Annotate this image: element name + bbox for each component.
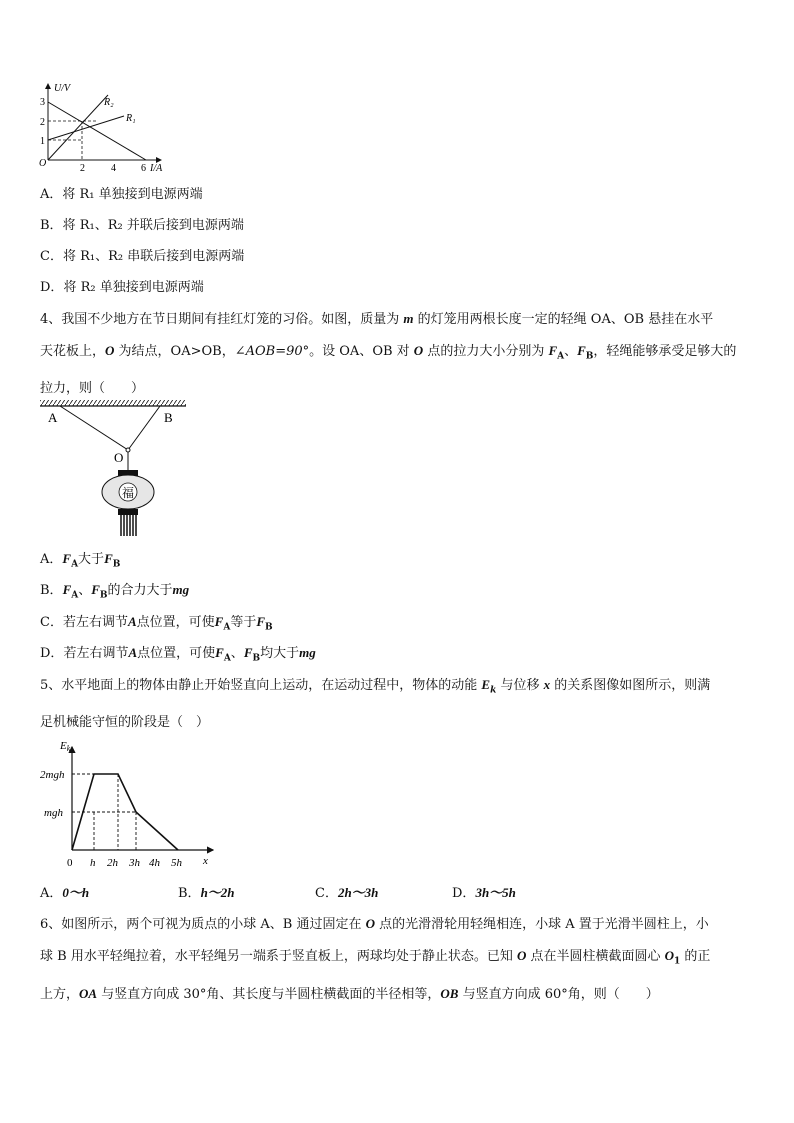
q5-origin: 0 [67,857,73,869]
q3-option-a[interactable]: A．将 R₁ 单独接到电源两端 [40,187,203,202]
label-b: B [164,410,173,425]
q4-option-d[interactable]: D．若左右调节A点位置，可使$F_A$、$F_B$均大于mg [40,645,316,664]
q5-x-tick: 4h [149,857,160,869]
q4-option-a[interactable]: A．$F_A$大于$F_B$ [40,551,121,570]
q5-option-d[interactable]: D．3h～5h [452,885,516,901]
q3-y-tick: 2 [40,117,45,128]
q5-x-label: x [203,855,208,867]
q3-line-source [48,116,124,140]
q3-x-tick: 4 [111,163,116,174]
q5-option-b[interactable]: B．h～2h [178,885,235,901]
q3-option-b[interactable]: B．将 R₁、R₂ 并联后接到电源两端 [40,218,244,233]
q5-x-tick: 2h [107,857,118,869]
q5-y-tick: mgh [44,807,63,819]
q5-y-tick: 2mgh [40,769,65,781]
lantern-character: 福 [122,486,135,500]
q4-question-stem: 4、我国不少地方在节日期间有挂红灯笼的习俗。如图，质量为 m 的灯笼用两根长度一定的轻绳 OA、OB 悬挂在水平 天花板上，O 为结点，OA>OB，∠AOB=90°。设 OA、OB 对 O 点的拉力大小分别为 $F_A$、$F_B$，轻绳能够承受足够大的 拉力，则（ ） [40,311,737,396]
q4-option-c[interactable]: C．若左右调节A点位置，可使$F_A$等于$F_B$ [40,614,273,633]
lantern-base [118,509,138,515]
q4-option-b[interactable]: B．$F_A$、$F_B$的合力大于mg [40,582,190,601]
q3-line-r1 [48,102,146,160]
q3-x-label: I/A [150,163,163,174]
q5-x-tick: 5h [171,857,182,869]
q5-x-tick: 3h [129,857,140,869]
q5-option-c[interactable]: C．2h～3h [315,885,379,901]
q3-x-tick: 2 [80,163,85,174]
q3-y-tick: 3 [40,97,45,108]
knot-o [126,448,130,452]
q3-y-tick: 1 [40,136,45,147]
q5-option-a[interactable]: A．0～h [40,885,90,901]
label-a: A [48,410,58,425]
q4-lantern-figure [38,398,188,538]
q6-question-stem: 6、如图所示，两个可视为质点的小球 A、B 通过固定在 O 点的光滑滑轮用轻绳相连，小球 A 置于光滑半圆柱上，小 球 B 用水平轻绳拉着，水平轻绳另一端系于竖直板上，两球均处于静止状态。已知 O 点在半圆柱横截面圆心 $O_1$ 的正 上方，OA 与竖直方向成 30°角、其长度与半圆柱横截面的半径相等，OB 与竖直方向成 60°角，则（ ） [40,916,711,1002]
label-o: O [114,450,124,465]
q3-ui-graph [36,80,176,175]
rope-ob [128,406,160,450]
q3-line-r2 [48,95,108,160]
q5-y-label: Ek [60,740,71,753]
q5-ek-graph [38,735,228,870]
q3-label-r2: R₂ [104,97,114,108]
lantern-tassel [121,515,136,536]
q5-x-tick: h [90,857,96,869]
q3-label-r1: R₁ [126,113,136,124]
q3-x-tick: 6 [141,163,146,174]
ceiling-hatch [40,400,186,406]
rope-oa [60,406,128,450]
q3-origin: O [39,158,47,169]
q3-y-label: U/V [54,83,71,94]
q5-guides [72,774,136,850]
q3-option-d[interactable]: D．将 R₂ 单独接到电源两端 [40,280,204,295]
q3-option-c[interactable]: C．将 R₁、R₂ 串联后接到电源两端 [40,249,245,264]
q5-question-stem: 5、水平地面上的物体由静止开始竖直向上运动，在运动过程中，物体的动能 $E_k$ 与位移 x 的关系图像如图所示，则满 足机械能守恒的阶段是（ ） [40,677,711,730]
